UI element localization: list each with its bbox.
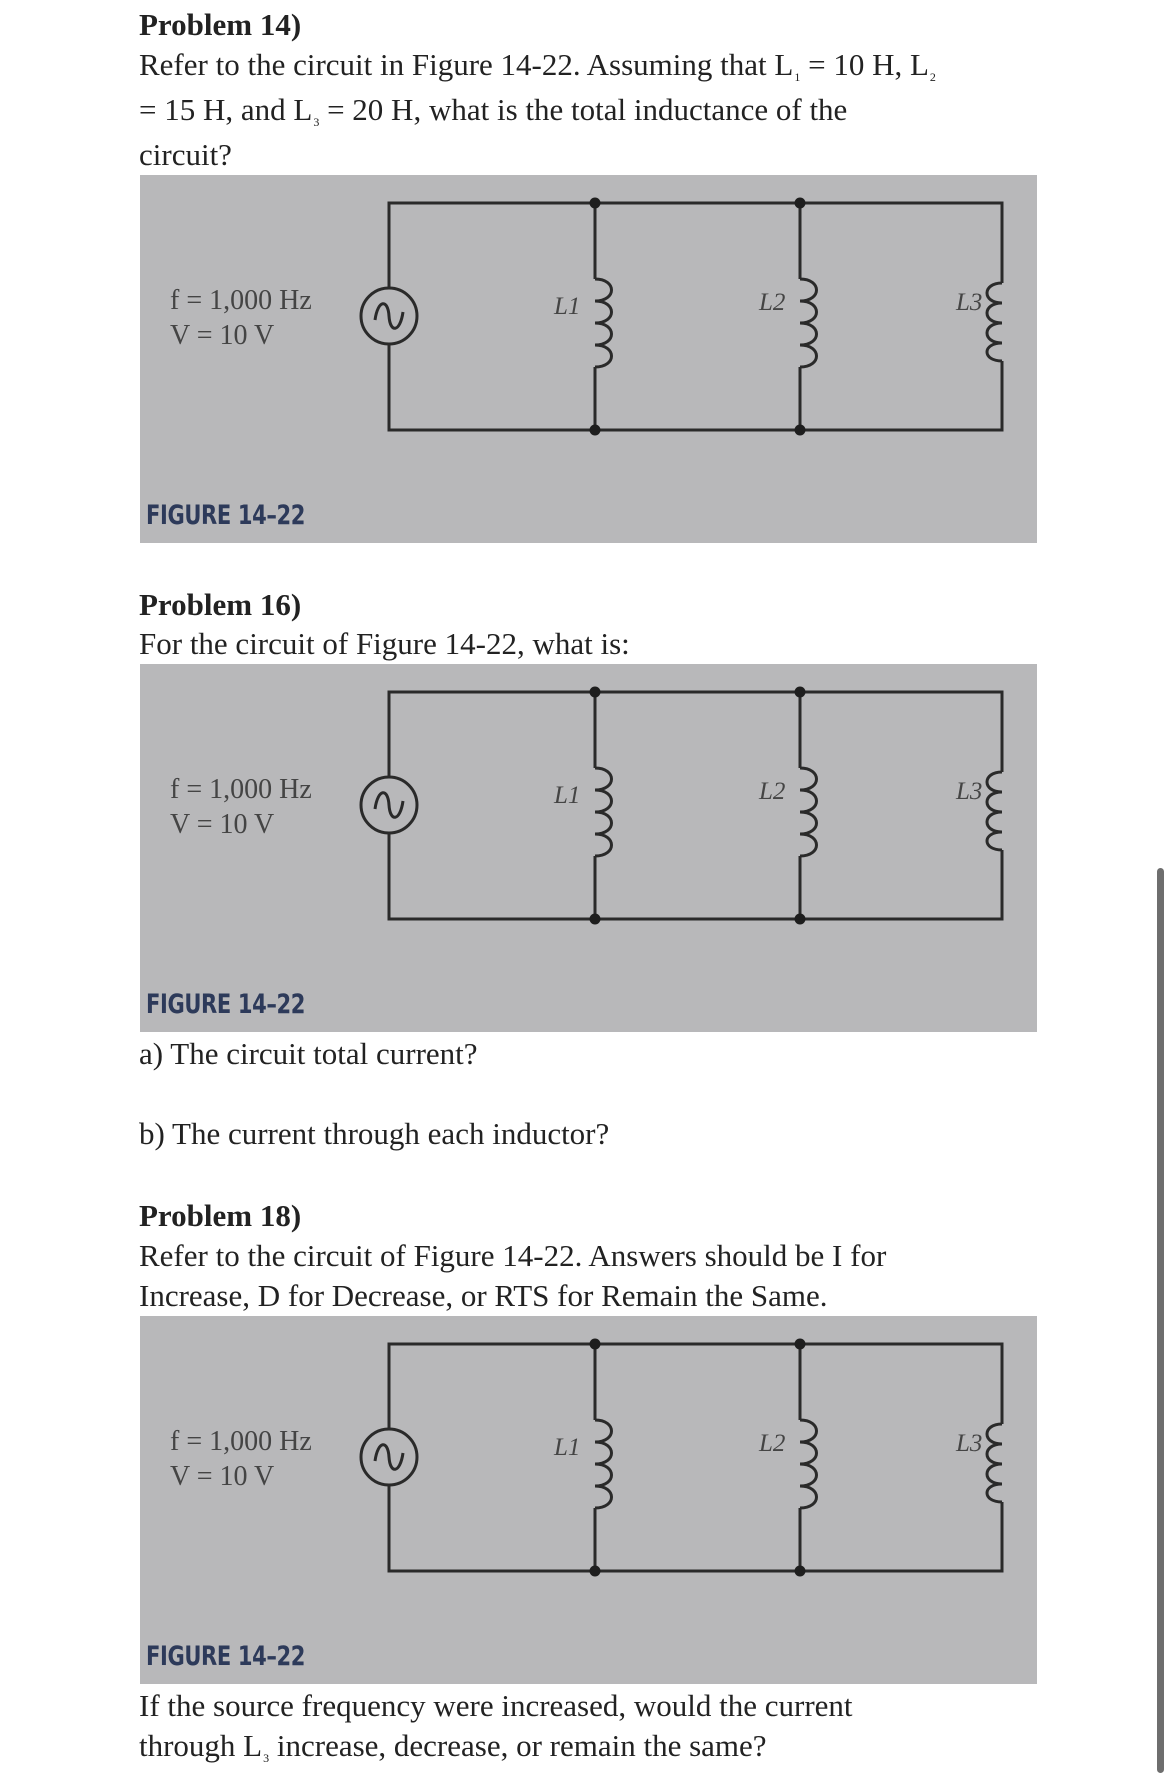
figure-caption: FIGURE 14–22: [146, 989, 306, 1020]
circuit-figure-14-22: [140, 664, 1037, 1032]
circuit-wires: [389, 692, 1002, 919]
source-frequency-label: f = 1,000 Hz: [170, 1426, 312, 1457]
subscript: 3: [263, 1751, 270, 1765]
text-segment: increase, decrease, or remain the same?: [269, 1728, 767, 1763]
inductor-l3: [987, 772, 1002, 850]
scrollbar[interactable]: [1157, 868, 1164, 1773]
ac-source-icon: [361, 777, 417, 833]
inductor-l1: [595, 279, 612, 367]
problem-14-text-line-2: [139, 90, 847, 142]
circuit-wires: [389, 1344, 1002, 1571]
inductor-l2: [800, 1420, 817, 1508]
figure-caption: FIGURE 14–22: [146, 1641, 306, 1672]
problem-18-heading: Problem 18): [139, 1198, 302, 1233]
problem-16-question-b: b) The current through each inductor?: [139, 1116, 610, 1151]
circuit-figure-14-22: [140, 1316, 1037, 1684]
inductor-l2: [800, 768, 817, 856]
problem-16-heading: Problem 16): [139, 587, 302, 622]
subscript: 2: [929, 70, 936, 84]
inductor-l3-label: L3: [956, 778, 983, 805]
circuit-wires: [389, 203, 1002, 430]
source-voltage-label: V = 10 V: [170, 1461, 275, 1492]
subscript: 3: [313, 115, 320, 129]
inductor-l1: [595, 1420, 612, 1508]
text-segment: Refer to the circuit in Figure 14-22. Assuming that L: [139, 47, 794, 82]
problem-18-question-line-2: [139, 1726, 767, 1778]
inductor-l1: [595, 768, 612, 856]
inductor-l3-label: L3: [956, 289, 983, 316]
source-voltage-label: V = 10 V: [170, 320, 275, 351]
subscript: 1: [794, 70, 801, 84]
source-voltage-label: V = 10 V: [170, 809, 275, 840]
text-segment: = 10 H, L: [800, 47, 929, 82]
problem-18-question-line-1: If the source frequency were increased, would the current: [139, 1688, 853, 1723]
circuit-figure-14-22: [140, 175, 1037, 543]
inductor-l2-label: L2: [759, 289, 786, 316]
problem-18-text-line-1: Refer to the circuit of Figure 14-22. Answers should be I for: [139, 1238, 887, 1273]
problem-14-text-line-3: circuit?: [139, 137, 232, 172]
problem-18-text-line-2: Increase, D for Decrease, or RTS for Remain the Same.: [139, 1278, 828, 1313]
inductor-l1-label: L1: [554, 293, 581, 320]
inductor-l3: [987, 283, 1002, 361]
problem-16-question-a: a) The circuit total current?: [139, 1036, 478, 1071]
circuit-diagram: [140, 664, 1037, 1032]
text-segment: = 20 H, what is the total inductance of the: [319, 92, 848, 127]
inductor-l2-label: L2: [759, 778, 786, 805]
inductor-l3: [987, 1424, 1002, 1502]
figure-caption: FIGURE 14–22: [146, 500, 306, 531]
source-frequency-label: f = 1,000 Hz: [170, 774, 312, 805]
inductor-l3-label: L3: [956, 1430, 983, 1457]
inductor-l1-label: L1: [554, 1434, 581, 1461]
problem-16-intro: For the circuit of Figure 14-22, what is:: [139, 626, 630, 661]
inductor-l1-label: L1: [554, 782, 581, 809]
ac-source-icon: [361, 288, 417, 344]
problem-14-heading: Problem 14): [139, 7, 302, 42]
circuit-diagram: [140, 1316, 1037, 1684]
inductor-l2: [800, 279, 817, 367]
text-segment: through L: [139, 1728, 263, 1763]
ac-source-icon: [361, 1429, 417, 1485]
inductor-l2-label: L2: [759, 1430, 786, 1457]
circuit-diagram: [140, 175, 1037, 543]
source-frequency-label: f = 1,000 Hz: [170, 285, 312, 316]
text-segment: = 15 H, and L: [139, 92, 313, 127]
